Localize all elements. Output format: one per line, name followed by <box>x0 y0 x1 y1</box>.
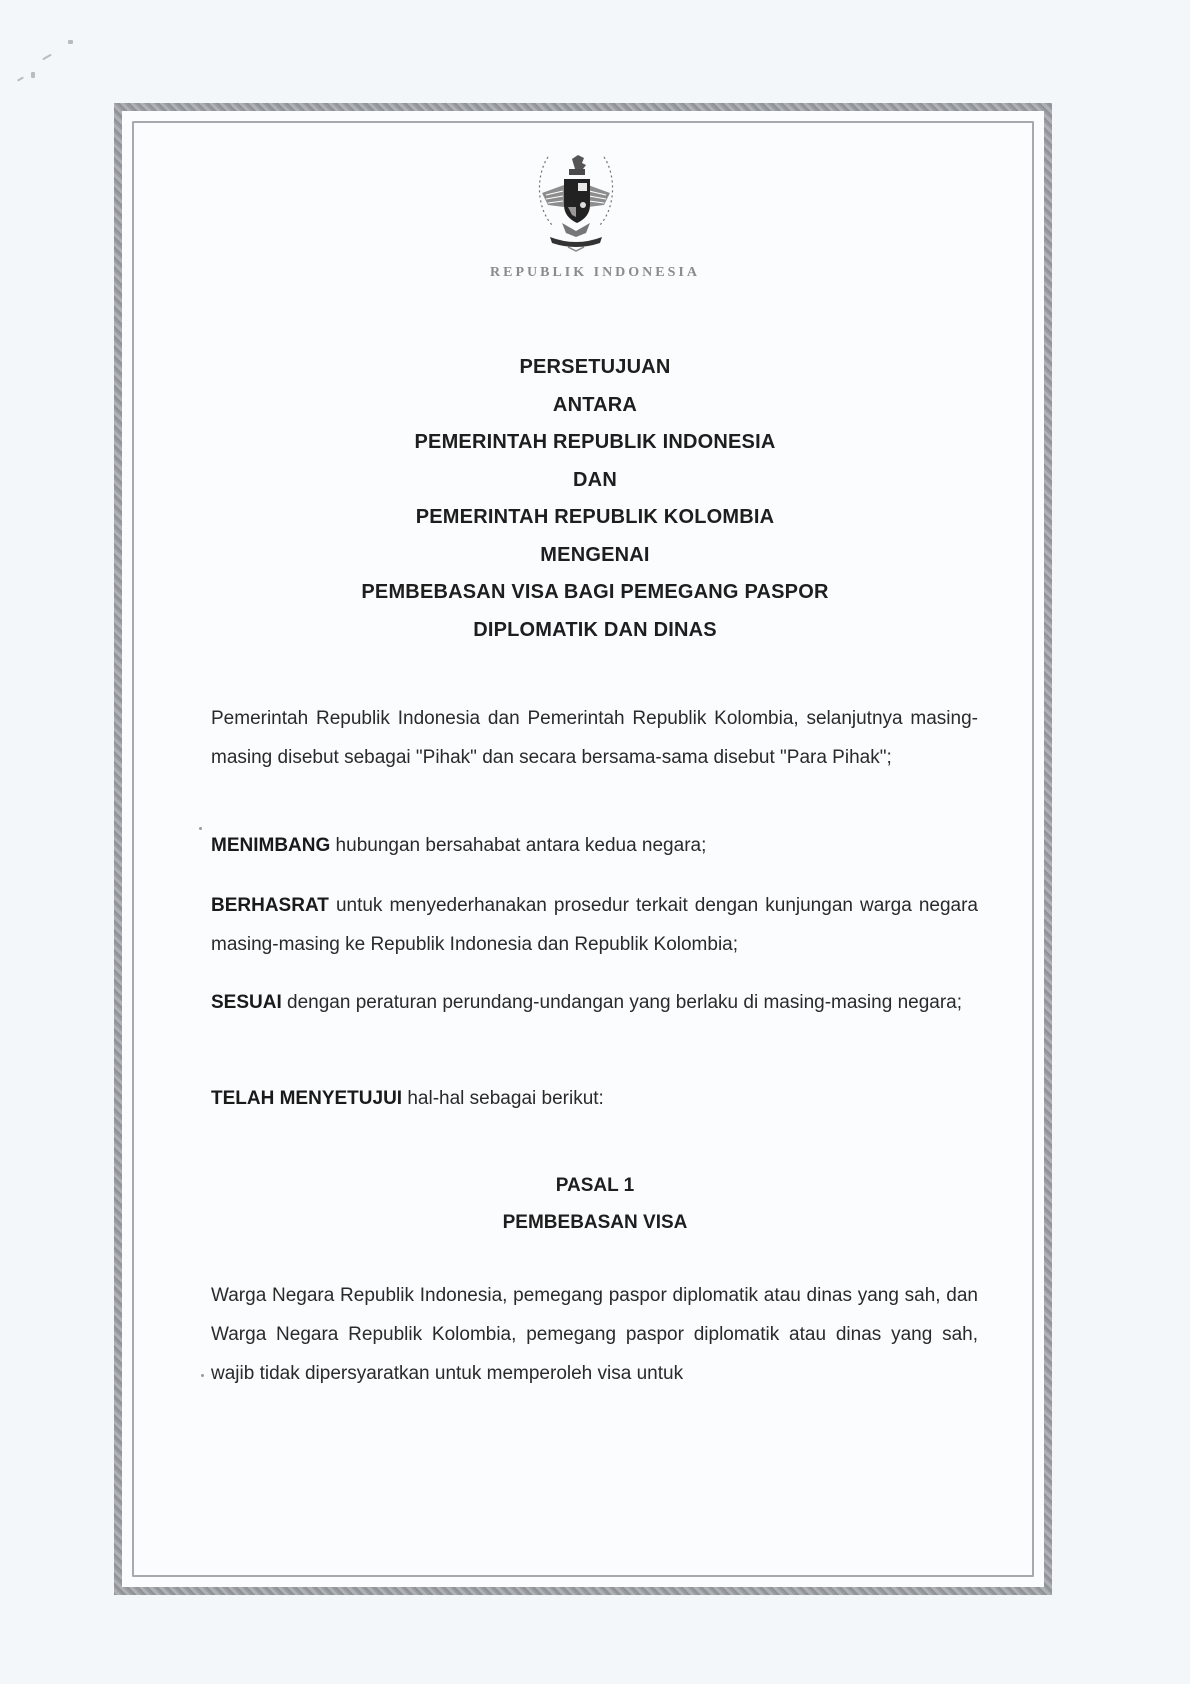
title-line: DIPLOMATIK DAN DINAS <box>473 618 717 641</box>
title-line: MENGENAI <box>540 543 650 566</box>
title-line: PEMERINTAH REPUBLIK INDONESIA <box>414 431 776 453</box>
scan-artifact <box>201 1374 204 1377</box>
clause-keyword: BERHASRAT <box>211 895 329 916</box>
clause-text: hal-hal sebagai berikut: <box>402 1088 604 1109</box>
article-heading <box>180 1167 1010 1241</box>
clause-keyword: MENIMBANG <box>211 835 331 856</box>
clause-menimbang <box>211 826 978 865</box>
scan-artifact <box>42 54 52 61</box>
title-line: DAN <box>573 468 617 491</box>
clause-sesuai <box>211 983 978 1022</box>
preamble-intro-text: Pemerintah Republik Indonesia dan Pemerintah Republik Kolombia, selanjutnya masing-masing disebut sebagai "Pihak" dan secara bersama-sama disebut "Para Pihak"; <box>211 708 978 768</box>
article-title: PEMBEBASAN VISA <box>502 1212 688 1233</box>
title-line: PERSETUJUAN <box>519 356 671 378</box>
clause-berhasrat <box>211 886 978 964</box>
clause-keyword: SESUAI <box>211 992 282 1013</box>
clause-keyword: TELAH MENYETUJUI <box>211 1088 403 1109</box>
scan-artifact <box>17 76 24 81</box>
scan-artifact <box>31 72 35 78</box>
article-body <box>211 1276 978 1393</box>
republic-label: REPUBLIK INDONESIA <box>490 265 700 280</box>
clause-text: dengan peraturan perundang-undangan yang berlaku di masing-masing negara; <box>281 992 963 1013</box>
document-title <box>180 349 1010 649</box>
scan-artifact <box>199 827 202 830</box>
clause-telah-menyetujui <box>211 1079 978 1118</box>
article-number: PASAL 1 <box>555 1175 635 1196</box>
clause-text: untuk menyederhanakan prosedur terkait dengan kunjungan warga negara masing-masing ke Republik Indonesia dan Republik Kolombia; <box>211 895 978 955</box>
title-line: PEMBEBASAN VISA BAGI PEMEGANG PASPOR <box>361 581 829 603</box>
scan-artifact <box>68 40 73 44</box>
title-line: PEMERINTAH REPUBLIK KOLOMBIA <box>415 506 775 528</box>
title-line: ANTARA <box>552 393 638 416</box>
preamble-intro <box>211 699 978 777</box>
clause-text: hubungan bersahabat antara kedua negara; <box>330 835 707 856</box>
garuda-emblem-icon <box>528 145 624 257</box>
article-body-text: Warga Negara Republik Indonesia, pemegang paspor diplomatik atau dinas yang sah, dan Warga Negara Republik Kolombia, pemegang paspor diplomatik atau dinas yang sah, wajib tidak dipersyaratkan untuk memperoleh visa untuk <box>211 1285 978 1384</box>
